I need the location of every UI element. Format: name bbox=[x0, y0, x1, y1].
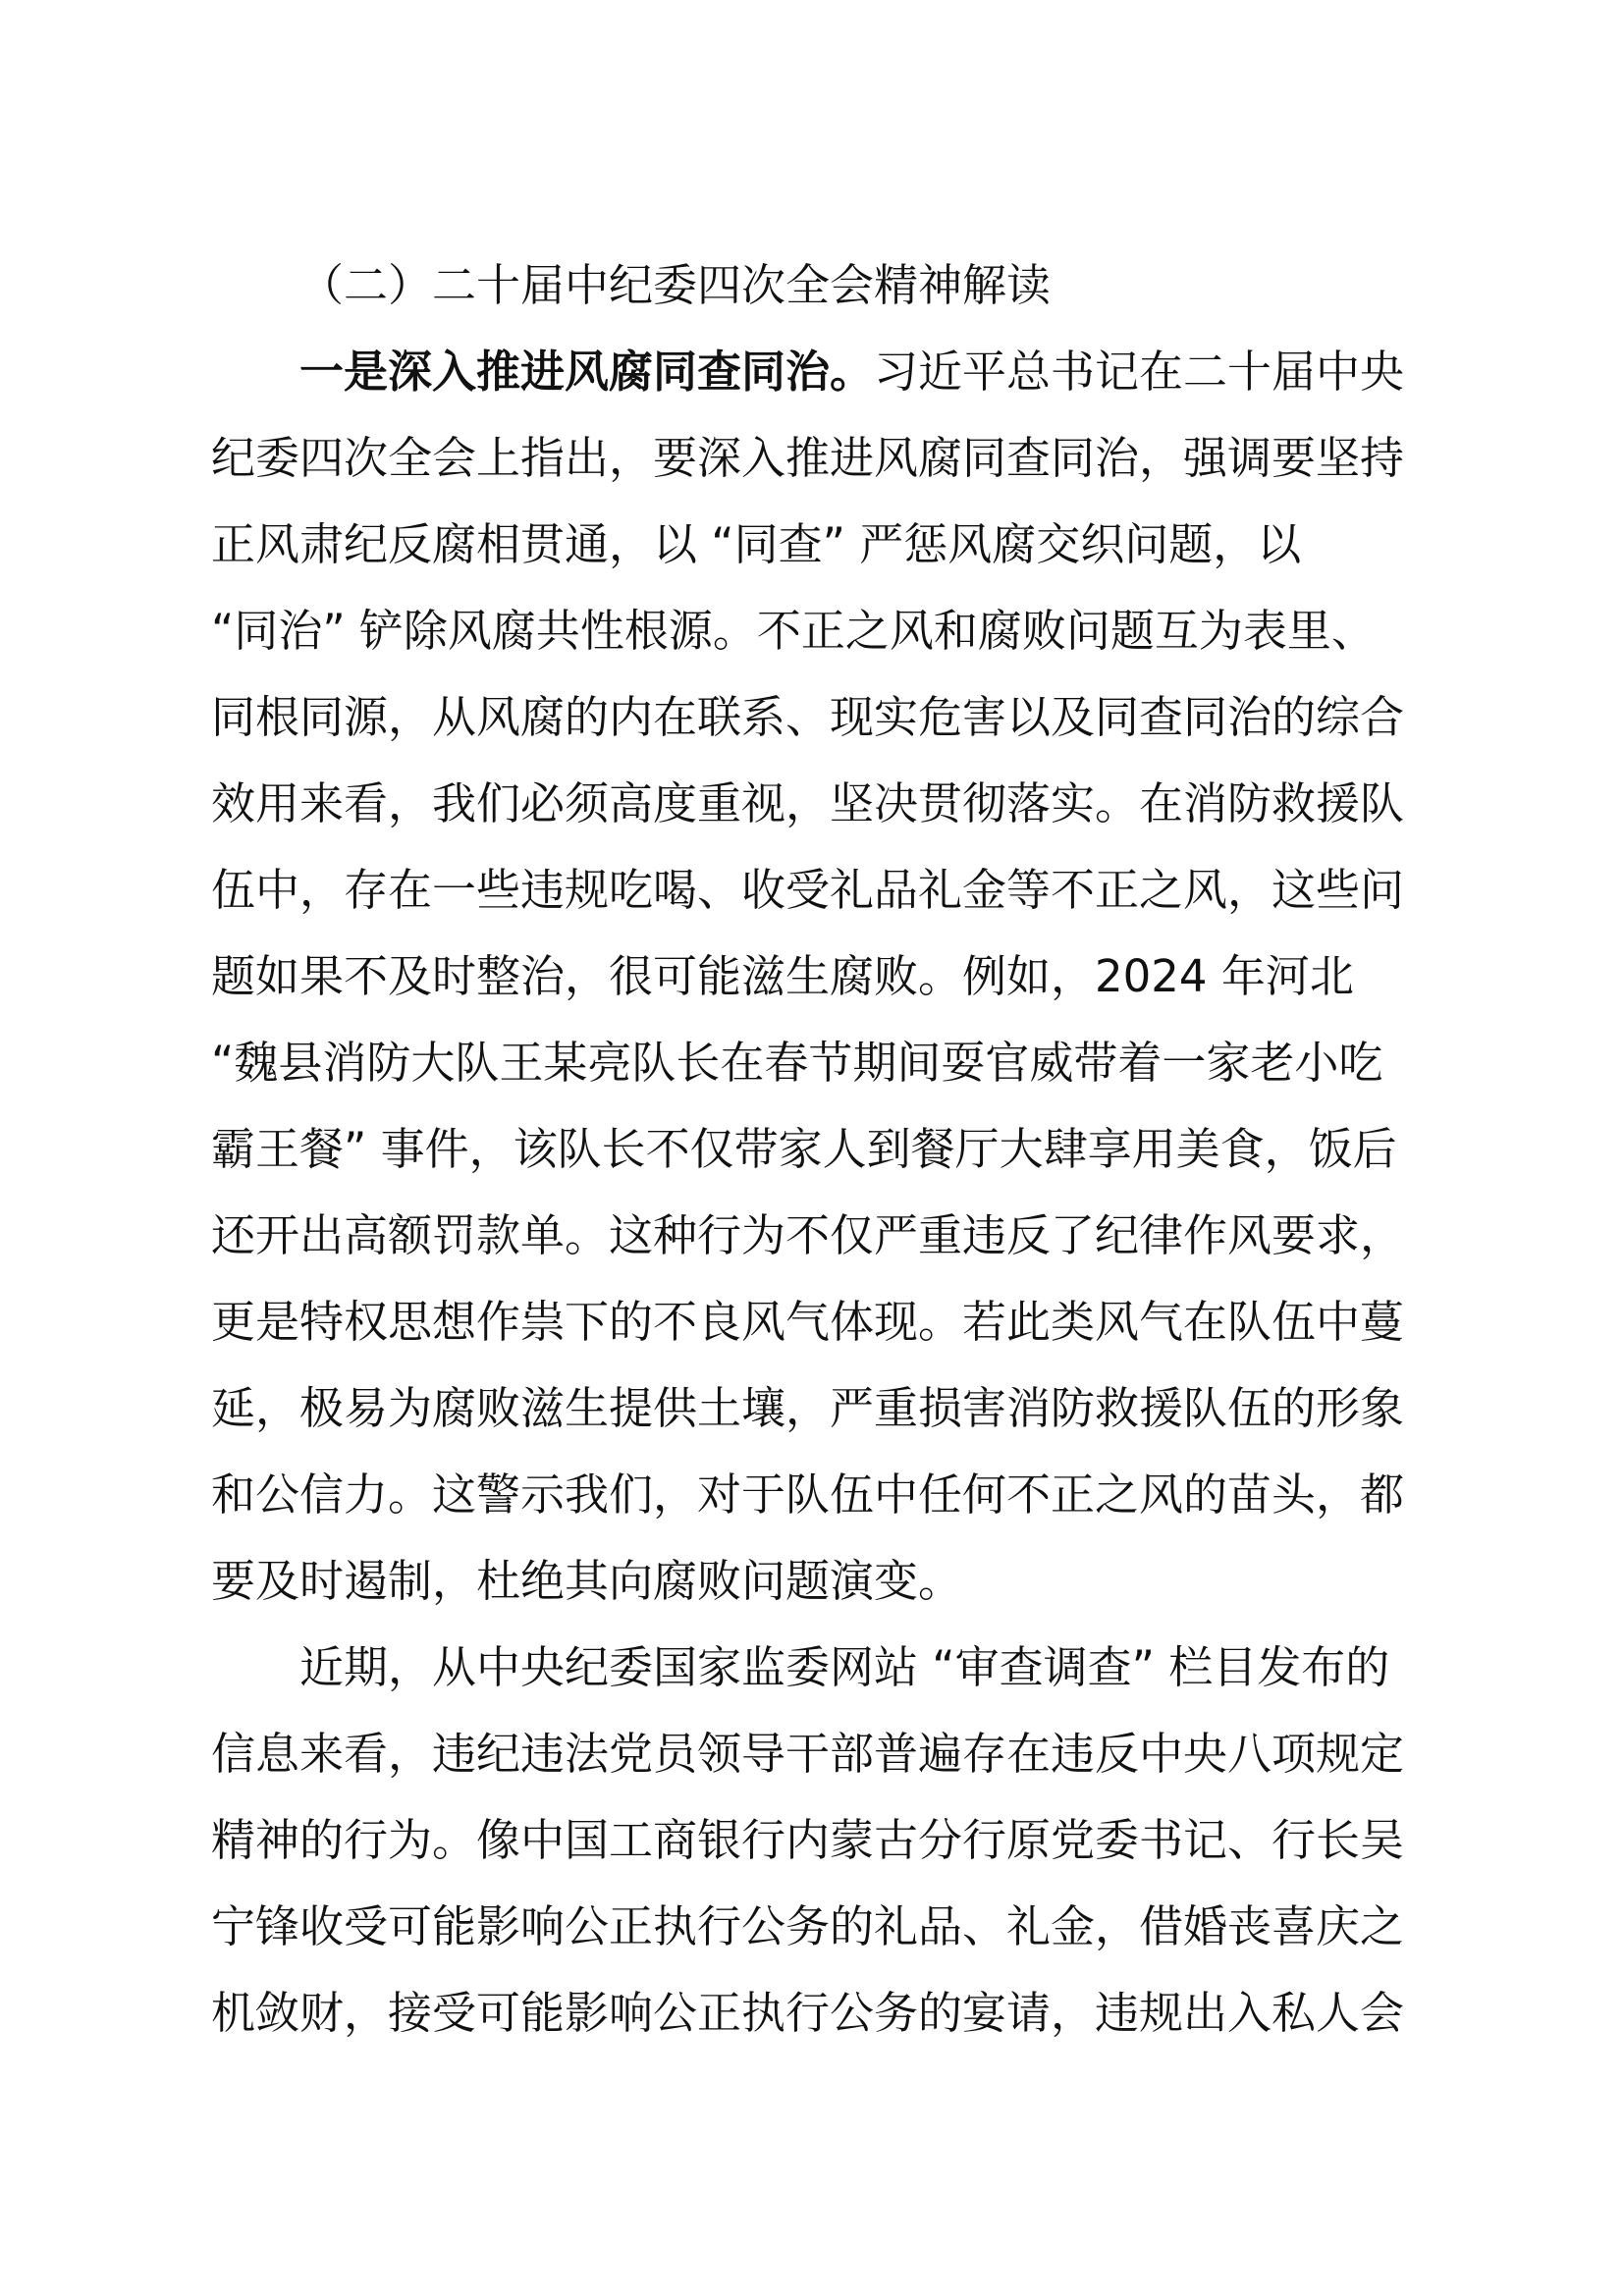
section-heading: （二）二十届中纪委四次全会精神解读 bbox=[299, 259, 1052, 311]
paragraph-1-line-5: 同根同源，从风腐的内在联系、现实危害以及同查同治的综合 bbox=[211, 691, 1405, 743]
paragraph-1-line-13: 延，极易为腐败滋生提供土壤，严重损害消防救援队伍的形象 bbox=[211, 1382, 1405, 1434]
paragraph-2-line-4: 宁锋收受可能影响公正执行公务的礼品、礼金，借婚丧喜庆之 bbox=[211, 1900, 1405, 1952]
paragraph-1-line-9: “魏县消防大队王某亮队长在春节期间耍官威带着一家老小吃 bbox=[211, 1037, 1383, 1089]
paragraph-2-line-3: 精神的行为。像中国工商银行内蒙古分行原党委书记、行长吴 bbox=[211, 1814, 1405, 1866]
paragraph-1-lead: 一是深入推进风腐同查同治。 bbox=[299, 346, 875, 398]
paragraph-1-line-3: 正风肃纪反腐相贯通，以 “同查” 严惩风腐交织问题，以 bbox=[211, 518, 1302, 570]
paragraph-2-line-1: 近期，从中央纪委国家监委网站 “审查调查” 栏目发布的 bbox=[299, 1641, 1390, 1693]
paragraph-1-line-1-rest: 习近平总书记在二十届中央 bbox=[874, 346, 1405, 398]
paragraph-2-line-5: 机敛财，接受可能影响公正执行公务的宴请，违规出入私人会 bbox=[211, 1987, 1405, 2039]
paragraph-1-line-10: 霸王餐” 事件，该队长不仅带家人到餐厅大肆享用美食，饭后 bbox=[211, 1123, 1397, 1175]
paragraph-1-line-6: 效用来看，我们必须高度重视，坚决贯彻落实。在消防救援队 bbox=[211, 777, 1405, 829]
paragraph-1-line-8: 题如果不及时整治，很可能滋生腐败。例如，2024 年河北 bbox=[211, 950, 1354, 1002]
paragraph-1-line-7: 伍中，存在一些违规吃喝、收受礼品礼金等不正之风，这些问 bbox=[211, 864, 1405, 916]
paragraph-1-line-15: 要及时遏制，杜绝其向腐败问题演变。 bbox=[211, 1555, 963, 1607]
paragraph-1-line-12: 更是特权思想作祟下的不良风气体现。若此类风气在队伍中蔓 bbox=[211, 1296, 1405, 1348]
paragraph-1-line-2: 纪委四次全会上指出，要深入推进风腐同查同治，强调要坚持 bbox=[211, 432, 1405, 484]
paragraph-1-line-14: 和公信力。这警示我们，对于队伍中任何不正之风的苗头，都 bbox=[211, 1468, 1405, 1521]
paragraph-1-line-11: 还开出高额罚款单。这种行为不仅严重违反了纪律作风要求， bbox=[211, 1209, 1405, 1261]
paragraph-1-line-4: “同治” 铲除风腐共性根源。不正之风和腐败问题互为表里、 bbox=[211, 605, 1376, 657]
paragraph-1-line-1 bbox=[299, 346, 1405, 398]
paragraph-2-line-2: 信息来看，违纪违法党员领导干部普遍存在违反中央八项规定 bbox=[211, 1728, 1405, 1780]
